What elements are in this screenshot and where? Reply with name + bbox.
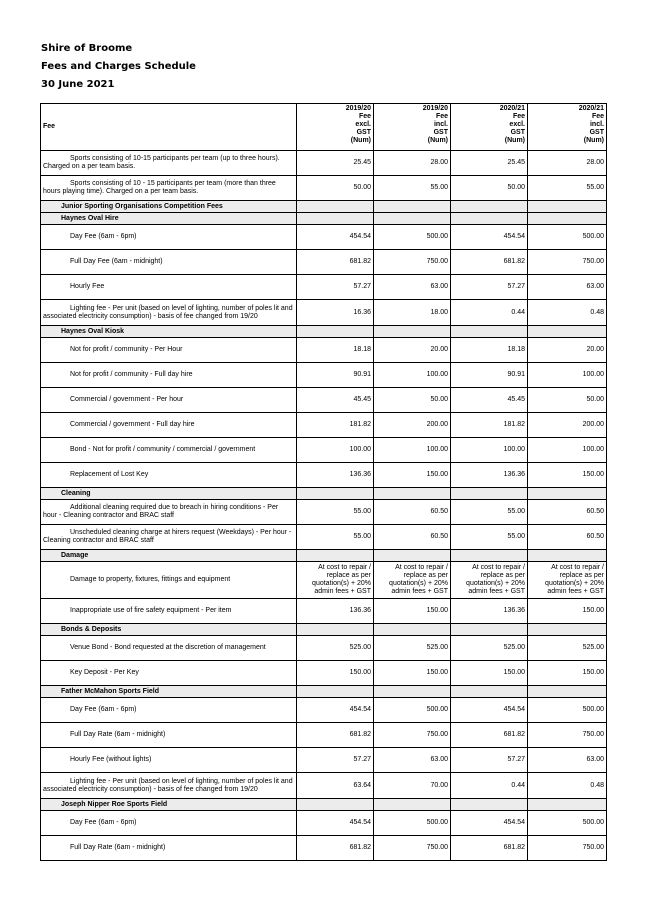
table-row: [41, 748, 607, 773]
section-heading: Joseph Nipper Roe Sports Field: [41, 799, 297, 811]
fee-2020-incl: 100.00: [528, 363, 607, 388]
table-row: [41, 388, 607, 413]
table-row: [41, 636, 607, 661]
fee-2020-incl: 63.00: [528, 275, 607, 300]
fee-2020-incl: 20.00: [528, 338, 607, 363]
table-row: [41, 698, 607, 723]
table-row: [41, 176, 607, 201]
fee-2019-incl: 70.00: [374, 773, 451, 799]
table-row: [41, 525, 607, 550]
fee-2019-excl: 55.00: [297, 525, 374, 550]
fee-description: Day Fee (6am - 6pm): [41, 225, 297, 250]
fee-description: Lighting fee - Per unit (based on level of lighting, number of poles lit and associated electricity consumption) - basis of fee changed from 19/20: [41, 773, 297, 799]
fee-description: Sports consisting of 10 - 15 participants per team (more than three hours playing time). Charged on a per team basis.: [41, 176, 297, 201]
table-row: [41, 338, 607, 363]
fee-2020-excl: 18.18: [451, 338, 528, 363]
section-heading: Haynes Oval Kiosk: [41, 326, 297, 338]
fee-2019-excl: 50.00: [297, 176, 374, 201]
section-heading: Cleaning: [41, 488, 297, 500]
fee-2020-incl: 60.50: [528, 500, 607, 525]
fee-2020-incl: 100.00: [528, 438, 607, 463]
table-row: [41, 151, 607, 176]
fee-2020-excl: 50.00: [451, 176, 528, 201]
fee-2020-incl: 500.00: [528, 225, 607, 250]
table-row: [41, 463, 607, 488]
fee-description: Unscheduled cleaning charge at hirers request (Weekdays) - Per hour - Cleaning contractor and BRAC staff: [41, 525, 297, 550]
fee-2019-incl: 200.00: [374, 413, 451, 438]
section-heading: Father McMahon Sports Field: [41, 686, 297, 698]
fee-2019-incl: 100.00: [374, 438, 451, 463]
fee-2020-incl: At cost to repair / replace as per quotation(s) + 20% admin fees + GST: [528, 562, 607, 599]
table-row: [41, 723, 607, 748]
fee-2019-excl: 90.91: [297, 363, 374, 388]
document-date: 30 June 2021: [41, 79, 115, 90]
fee-2019-excl: 181.82: [297, 413, 374, 438]
fee-description: Commercial / government - Full day hire: [41, 413, 297, 438]
fee-2019-incl: At cost to repair / replace as per quotation(s) + 20% admin fees + GST: [374, 562, 451, 599]
fee-description: Not for profit / community - Per Hour: [41, 338, 297, 363]
fee-2020-excl: 681.82: [451, 723, 528, 748]
table-row: [41, 500, 607, 525]
table-row: [41, 250, 607, 275]
section-heading: Damage: [41, 550, 297, 562]
fee-2019-incl: 500.00: [374, 811, 451, 836]
fee-2019-excl: 16.36: [297, 300, 374, 326]
fees-table: [40, 103, 607, 861]
table-row: [41, 836, 607, 861]
fee-2020-incl: 150.00: [528, 661, 607, 686]
fee-description: Inappropriate use of fire safety equipment - Per item: [41, 599, 297, 624]
table-header-row: [41, 104, 607, 151]
fee-2020-excl: 57.27: [451, 748, 528, 773]
fee-2020-incl: 60.50: [528, 525, 607, 550]
fee-description: Key Deposit - Per Key: [41, 661, 297, 686]
fee-2019-incl: 750.00: [374, 836, 451, 861]
fee-2019-incl: 60.50: [374, 500, 451, 525]
fee-2020-excl: 57.27: [451, 275, 528, 300]
fee-description: Venue Bond - Bond requested at the discretion of management: [41, 636, 297, 661]
section-row: [41, 488, 607, 500]
table-row: [41, 661, 607, 686]
fee-description: Commercial / government - Per hour: [41, 388, 297, 413]
fee-description: Full Day Rate (6am - midnight): [41, 836, 297, 861]
section-heading: Junior Sporting Organisations Competition Fees: [41, 201, 297, 213]
fee-2020-incl: 50.00: [528, 388, 607, 413]
fee-2020-incl: 200.00: [528, 413, 607, 438]
table-row: [41, 300, 607, 326]
fee-2019-excl: 57.27: [297, 748, 374, 773]
fee-2020-incl: 750.00: [528, 250, 607, 275]
table-row: [41, 363, 607, 388]
fee-description: Sports consisting of 10-15 participants per team (up to three hours). Charged on a per team basis.: [41, 151, 297, 176]
fee-description: Full Day Fee (6am - midnight): [41, 250, 297, 275]
fee-2020-incl: 150.00: [528, 463, 607, 488]
fee-description: Damage to property, fixtures, fittings and equipment: [41, 562, 297, 599]
document-title: Fees and Charges Schedule: [41, 61, 196, 72]
fee-2019-incl: 60.50: [374, 525, 451, 550]
fee-description: Lighting fee - Per unit (based on level of lighting, number of poles lit and associated electricity consumption) - basis of fee changed from 19/20: [41, 300, 297, 326]
fee-2019-excl: 25.45: [297, 151, 374, 176]
fee-2020-excl: 136.36: [451, 463, 528, 488]
section-row: [41, 624, 607, 636]
fee-description: Day Fee (6am - 6pm): [41, 698, 297, 723]
fee-description: Bond - Not for profit / community / commercial / government: [41, 438, 297, 463]
fee-2019-excl: 136.36: [297, 463, 374, 488]
fee-2020-excl: 55.00: [451, 525, 528, 550]
fee-2019-incl: 55.00: [374, 176, 451, 201]
fee-2020-excl: 90.91: [451, 363, 528, 388]
fee-2019-incl: 100.00: [374, 363, 451, 388]
table-row: [41, 438, 607, 463]
fee-2019-incl: 500.00: [374, 698, 451, 723]
fee-description: Hourly Fee: [41, 275, 297, 300]
column-header-2020-excl: 2020/21 Fee excl. GST (Num): [451, 104, 528, 151]
fee-description: Additional cleaning required due to breach in hiring conditions - Per hour - Cleaning contractor and BRAC staff: [41, 500, 297, 525]
fee-2020-incl: 750.00: [528, 723, 607, 748]
fee-2019-excl: 100.00: [297, 438, 374, 463]
section-row: [41, 326, 607, 338]
fee-2019-excl: 454.54: [297, 811, 374, 836]
fee-2020-incl: 28.00: [528, 151, 607, 176]
fee-2020-excl: 525.00: [451, 636, 528, 661]
fee-2020-excl: 454.54: [451, 225, 528, 250]
fee-description: Replacement of Lost Key: [41, 463, 297, 488]
fee-2019-incl: 50.00: [374, 388, 451, 413]
fee-2019-excl: 136.36: [297, 599, 374, 624]
fee-2019-incl: 28.00: [374, 151, 451, 176]
fee-2020-incl: 55.00: [528, 176, 607, 201]
fee-description: Hourly Fee (without lights): [41, 748, 297, 773]
section-row: [41, 799, 607, 811]
fee-2020-incl: 750.00: [528, 836, 607, 861]
fee-2019-excl: 454.54: [297, 225, 374, 250]
fee-2019-excl: 454.54: [297, 698, 374, 723]
fee-2020-excl: 454.54: [451, 811, 528, 836]
fee-2020-excl: 454.54: [451, 698, 528, 723]
fee-2020-excl: 136.36: [451, 599, 528, 624]
fee-description: Full Day Rate (6am - midnight): [41, 723, 297, 748]
fee-2019-incl: 150.00: [374, 463, 451, 488]
fee-2020-excl: 0.44: [451, 773, 528, 799]
table-row: [41, 413, 607, 438]
fee-2020-excl: 100.00: [451, 438, 528, 463]
fee-2020-excl: 681.82: [451, 250, 528, 275]
section-heading: Bonds & Deposits: [41, 624, 297, 636]
column-header-fee: Fee: [41, 104, 297, 151]
fee-2020-excl: 0.44: [451, 300, 528, 326]
fee-2020-incl: 0.48: [528, 300, 607, 326]
fee-2019-incl: 750.00: [374, 723, 451, 748]
fee-2019-excl: 18.18: [297, 338, 374, 363]
fee-2019-incl: 63.00: [374, 275, 451, 300]
fee-2019-excl: 681.82: [297, 836, 374, 861]
fee-2019-incl: 150.00: [374, 599, 451, 624]
fee-2020-excl: At cost to repair / replace as per quotation(s) + 20% admin fees + GST: [451, 562, 528, 599]
section-row: [41, 686, 607, 698]
fee-2019-incl: 500.00: [374, 225, 451, 250]
fee-2019-excl: 55.00: [297, 500, 374, 525]
fee-2019-excl: At cost to repair / replace as per quotation(s) + 20% admin fees + GST: [297, 562, 374, 599]
fee-2019-excl: 45.45: [297, 388, 374, 413]
fee-2020-excl: 45.45: [451, 388, 528, 413]
table-row: [41, 599, 607, 624]
fee-2019-excl: 681.82: [297, 723, 374, 748]
section-row: [41, 213, 607, 225]
section-heading: Haynes Oval Hire: [41, 213, 297, 225]
table-row: [41, 811, 607, 836]
fee-2019-incl: 150.00: [374, 661, 451, 686]
column-header-2019-excl: 2019/20 Fee excl. GST (Num): [297, 104, 374, 151]
fee-2019-excl: 63.64: [297, 773, 374, 799]
table-row: [41, 225, 607, 250]
fee-2020-excl: 25.45: [451, 151, 528, 176]
fee-2020-incl: 525.00: [528, 636, 607, 661]
fee-2019-excl: 57.27: [297, 275, 374, 300]
fee-2019-incl: 750.00: [374, 250, 451, 275]
fee-2020-excl: 150.00: [451, 661, 528, 686]
fee-2019-incl: 20.00: [374, 338, 451, 363]
column-header-2019-incl: 2019/20 Fee incl. GST (Num): [374, 104, 451, 151]
fee-2019-incl: 18.00: [374, 300, 451, 326]
fee-2020-excl: 681.82: [451, 836, 528, 861]
fee-2020-incl: 63.00: [528, 748, 607, 773]
table-row: [41, 773, 607, 799]
fee-2020-incl: 500.00: [528, 811, 607, 836]
fee-2019-incl: 525.00: [374, 636, 451, 661]
table-row: [41, 562, 607, 599]
fee-2020-excl: 181.82: [451, 413, 528, 438]
fee-description: Not for profit / community - Full day hire: [41, 363, 297, 388]
fee-2019-incl: 63.00: [374, 748, 451, 773]
fee-2020-incl: 500.00: [528, 698, 607, 723]
section-row: [41, 201, 607, 213]
column-header-2020-incl: 2020/21 Fee incl. GST (Num): [528, 104, 607, 151]
fee-2019-excl: 525.00: [297, 636, 374, 661]
org-name: Shire of Broome: [41, 43, 133, 54]
section-row: [41, 550, 607, 562]
fee-2020-incl: 150.00: [528, 599, 607, 624]
fee-2020-excl: 55.00: [451, 500, 528, 525]
fee-2019-excl: 150.00: [297, 661, 374, 686]
fee-2019-excl: 681.82: [297, 250, 374, 275]
fee-description: Day Fee (6am - 6pm): [41, 811, 297, 836]
fee-2020-incl: 0.48: [528, 773, 607, 799]
table-row: [41, 275, 607, 300]
